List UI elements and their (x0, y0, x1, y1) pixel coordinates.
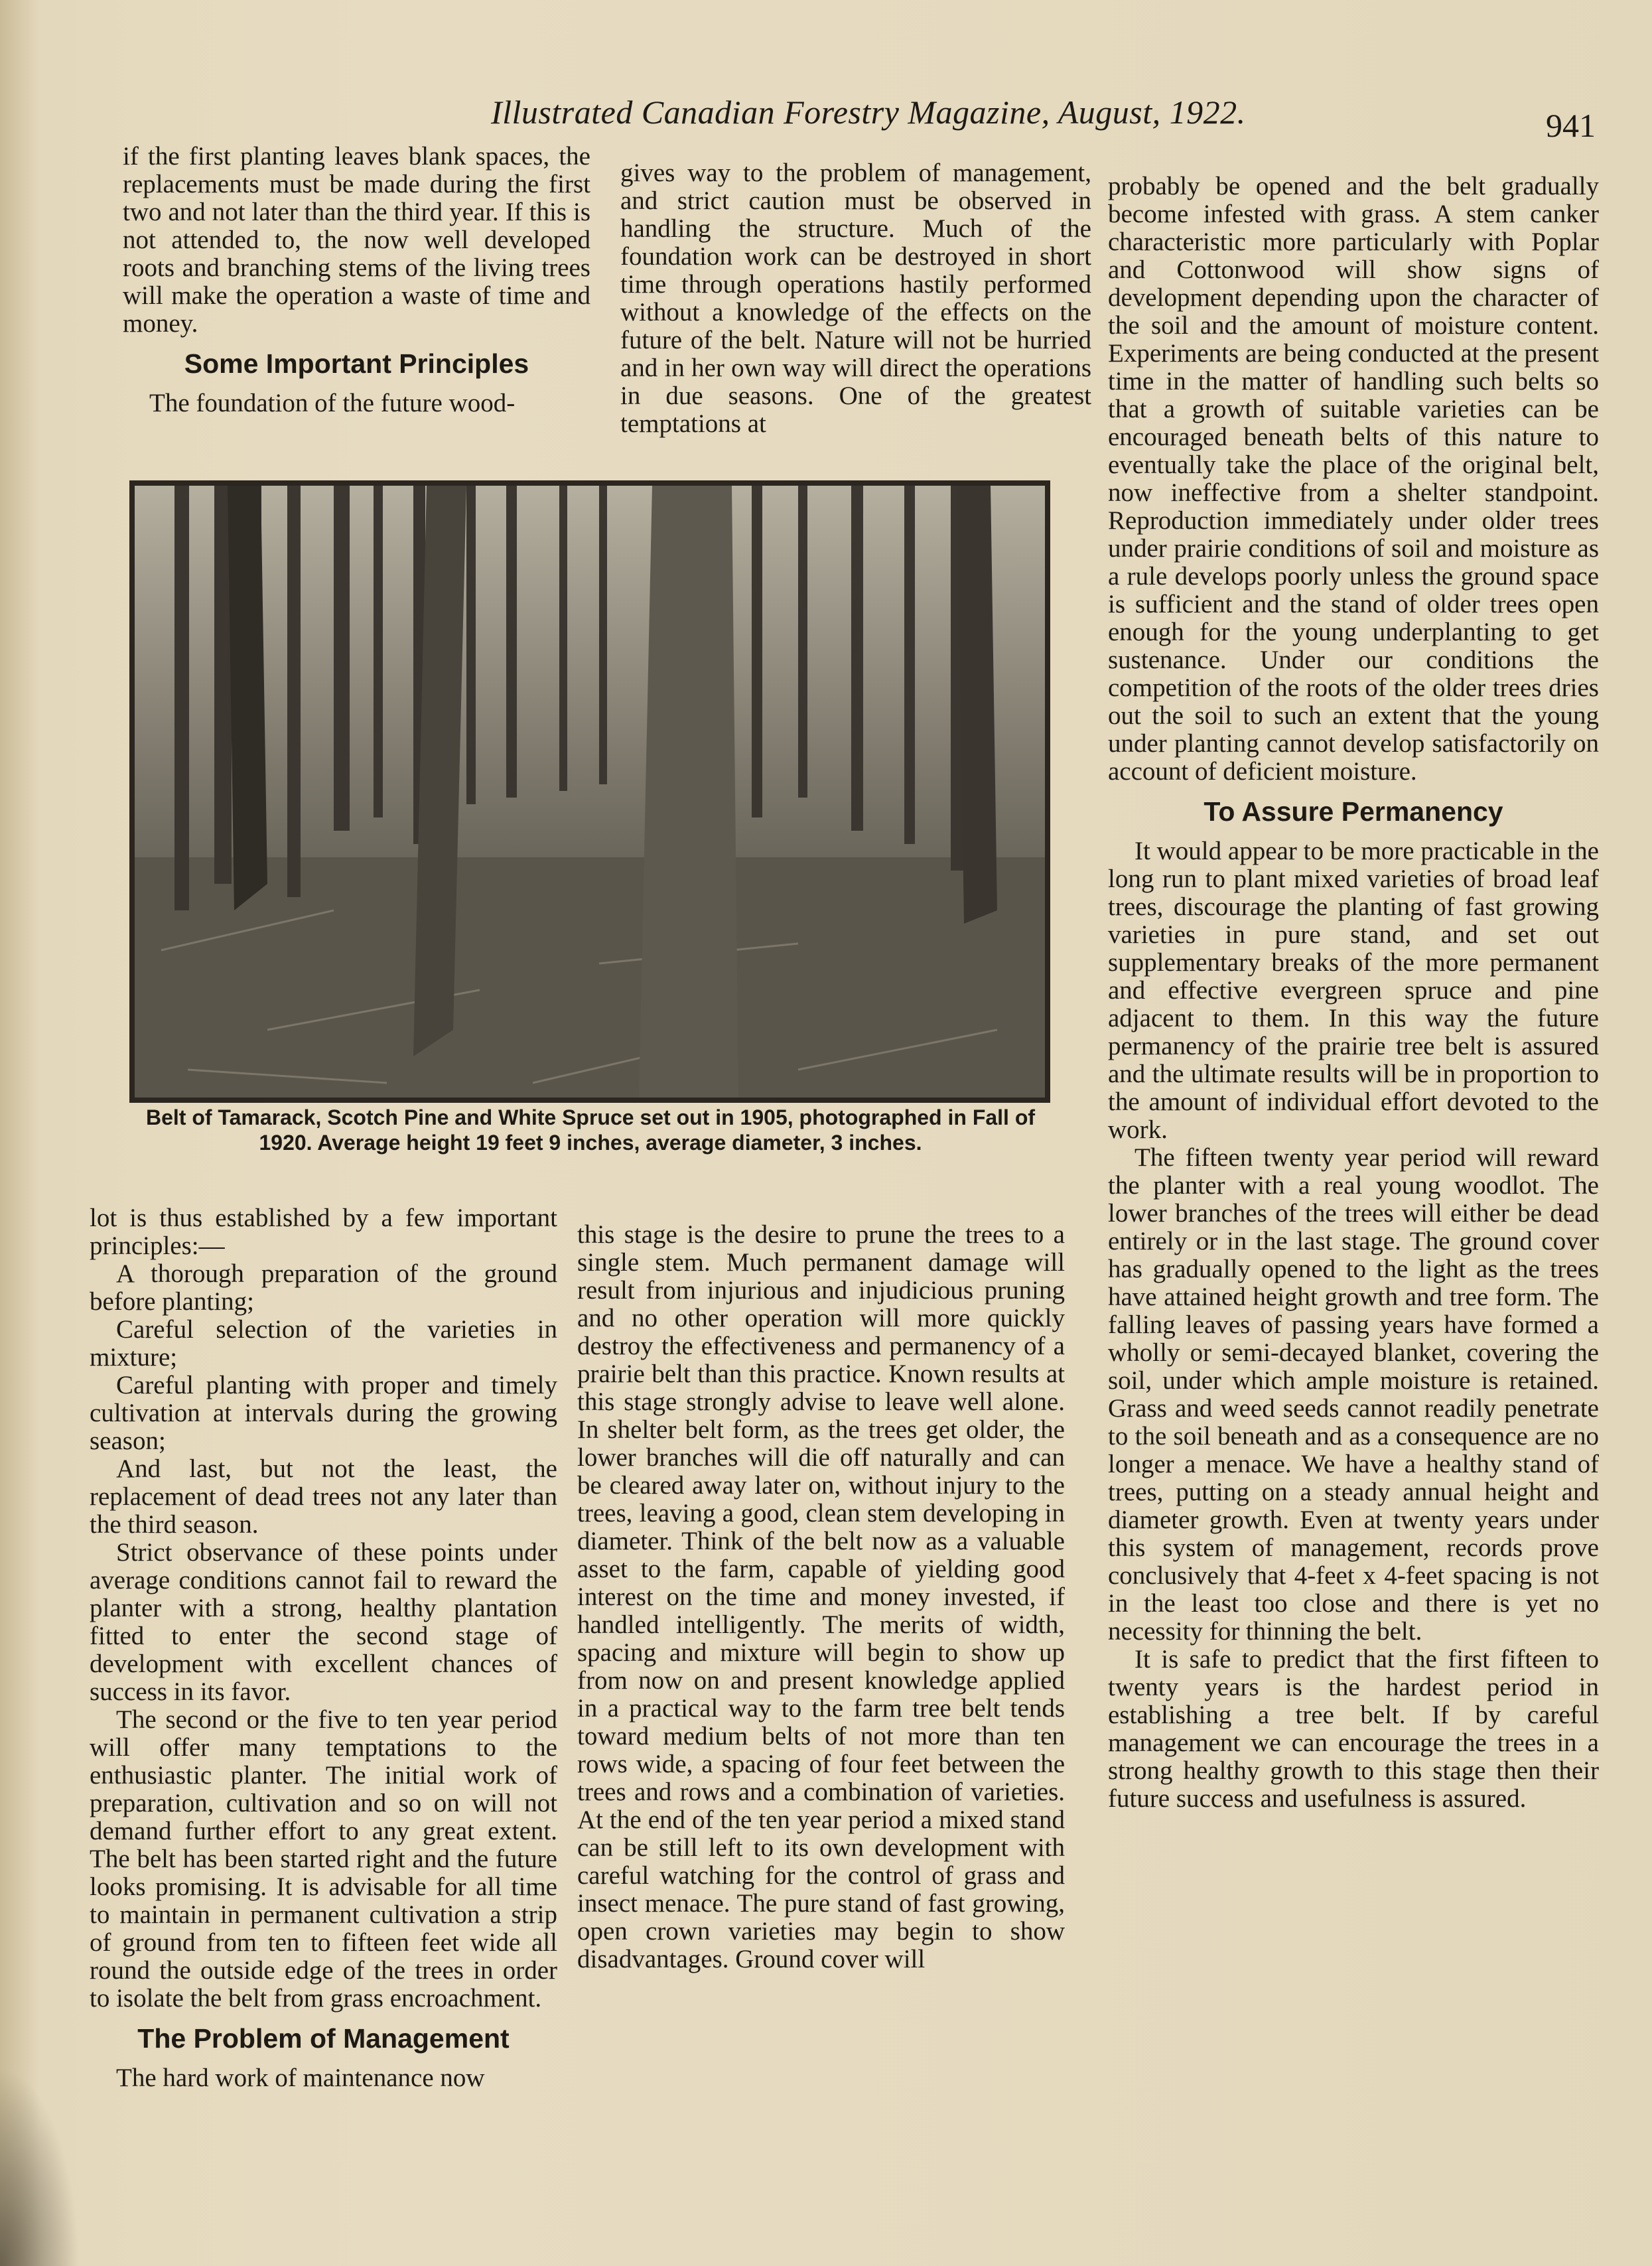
tree-belt-illustration (135, 486, 1045, 1098)
paragraph: Careful planting with proper and timely cultivation at intervals during the growing season; (90, 1371, 557, 1455)
bottom-column-1 (90, 1204, 557, 2092)
paragraph: The second or the five to ten year period will offer many temptations to the enthusiastic planter. The initial work of preparation, cultivation and so on will not demand further effort to any great extent. The belt has been started right and the future looks promising. It is advisable for all time to maintain in permanent cultivation a strip of ground from ten to fifteen feet wide all round the outside edge of the trees in order to isolate the belt from grass encroachment. (90, 1705, 557, 2013)
top-column-1 (123, 143, 590, 417)
paragraph: And last, but not the least, the replacement of dead trees not any later than the third season. (90, 1454, 557, 1539)
paragraph: Careful selection of the varieties in mixture; (90, 1315, 557, 1372)
paragraph: It is safe to predict that the first fifteen to twenty years is the hardest period in establishing a tree belt. If by careful management we can encourage the trees in a strong healthy growth to this stage then their future success and usefulness is assured. (1108, 1645, 1599, 1813)
forest-belt-photo (129, 480, 1050, 1103)
paragraph: The fifteen twenty year period will reward the planter with a real young woodlot. The lower branches of the trees will either be dead entirely or in the last stage. The ground cover has gradually opened to the light as the trees have attained height growth and tree form. The falling leaves of passing years have formed a wholly or semi-decayed blanket, covering the soil, under which ample moisture is retained. Grass and weed seeds cannot readily penetrate to the soil beneath and as a consequence are no longer a menace. We have a healthy stand of trees, putting on a steady annual height and diameter growth. Even at twenty years under this system of management, records prove conclusively that 4-feet x 4-feet spacing is not in the least too close and there is yet no necessity for thinning the belt. (1108, 1143, 1599, 1646)
section-heading: To Assure Permanency (1204, 796, 1503, 827)
paragraph: Strict observance of these points under average conditions cannot fail to reward the planter with a strong, healthy plantation fitted to enter the second stage of development with excellent chances of success in its favor. (90, 1538, 557, 1706)
paragraph: lot is thus established by a few important principles:— (90, 1204, 557, 1260)
paragraph: if the first planting leaves blank spaces, the replacements must be made during the first two and not later than the third year. If this is not attended to, the now well developed roots and branching stems of the living trees will make the operation a waste of time and money. (123, 142, 590, 338)
paragraph: It would appear to be more practicable in the long run to plant mixed varieties of broad leaf trees, discourage the planting of fast growing varieties in pure stand, and set out supplementary breaks of the more permanent and effective evergreen spruce and pine adjacent to them. In this way the future permanency of the prairie tree belt is assured and the ultimate results will be in proportion to the amount of individual effort devoted to the work. (1108, 837, 1599, 1144)
paragraph: The foundation of the future wood- (149, 389, 516, 417)
top-column-2 (620, 159, 1091, 438)
running-header: Illustrated Canadian Forestry Magazine, August, 1922. (491, 94, 1246, 131)
paragraph: A thorough preparation of the ground before planting; (90, 1259, 557, 1316)
bottom-column-2 (577, 1221, 1065, 1973)
section-heading: The Problem of Management (137, 2023, 510, 2054)
page-number: 941 (1546, 107, 1596, 144)
paragraph: this stage is the desire to prune the trees to a single stem. Much permanent damage will result from injurious and injudicious pruning and no other operation will more quickly destroy the effectiveness and permanency of a prairie belt than this practice. Known results at this stage strongly advise to leave well alone. In shelter belt form, as the trees get older, the lower branches will die off naturally and can be cleared away later on, without injury to the trees, leaving a good, clean stem developing in diameter. Think of the belt now as a valuable asset to the farm, capable of yielding good interest on the time and money invested, if handled intelligently. The merits of width, spacing and mixture will begin to show up from now on and present knowledge applied in a practical way to the farm tree belt tends toward medium belts of not more than ten rows wide, a spacing of four feet between the trees and rows and a combination of varieties. At the end of the ten year period a mixed stand can be still left to its own development with careful watching for the control of grass and insect menace. The pure stand of fast growing, open crown varieties may begin to show disadvantages. Ground cover will (577, 1220, 1065, 1973)
right-column (1108, 173, 1599, 1813)
paragraph: probably be opened and the belt gradually become infested with grass. A stem canker characteristic more particularly with Poplar and Cottonwood will show signs of development depending upon the character of the soil and the amount of moisture content. Experiments are being conducted at the present time in the matter of handling such belts so that a growth of suitable varieties can be encouraged beneath belts of this nature to eventually take the place of the original belt, now ineffective from a shelter standpoint. Reproduction immediately under older trees under prairie conditions of soil and moisture as a rule develops poorly unless the ground space is sufficient and the stand of older trees open enough for the young underplanting to get sustenance. Under our conditions the competition of the roots of the older trees dries out the soil to such an extent that the young under planting cannot develop satisfactorily on account of deficient moisture. (1108, 172, 1599, 786)
paragraph: gives way to the problem of management, and strict caution must be observed in handling the structure. Much of the foundation work can be destroyed in short time through operations hastily performed without a knowledge of the effects on the future of the belt. Nature will not be hurried and in her own way will direct the operations in due seasons. One of the greatest temptations at (620, 159, 1091, 438)
section-heading: Some Important Principles (184, 348, 529, 379)
page-curl-shadow (0, 2067, 80, 2266)
photo-caption: Belt of Tamarack, Scotch Pine and White Spruce set out in 1905, photographed in Fall of 1920. Average height 19 feet 9 inches, average diameter, 3 inches. (145, 1105, 1036, 1155)
paragraph: The hard work of maintenance now (116, 2064, 485, 2092)
